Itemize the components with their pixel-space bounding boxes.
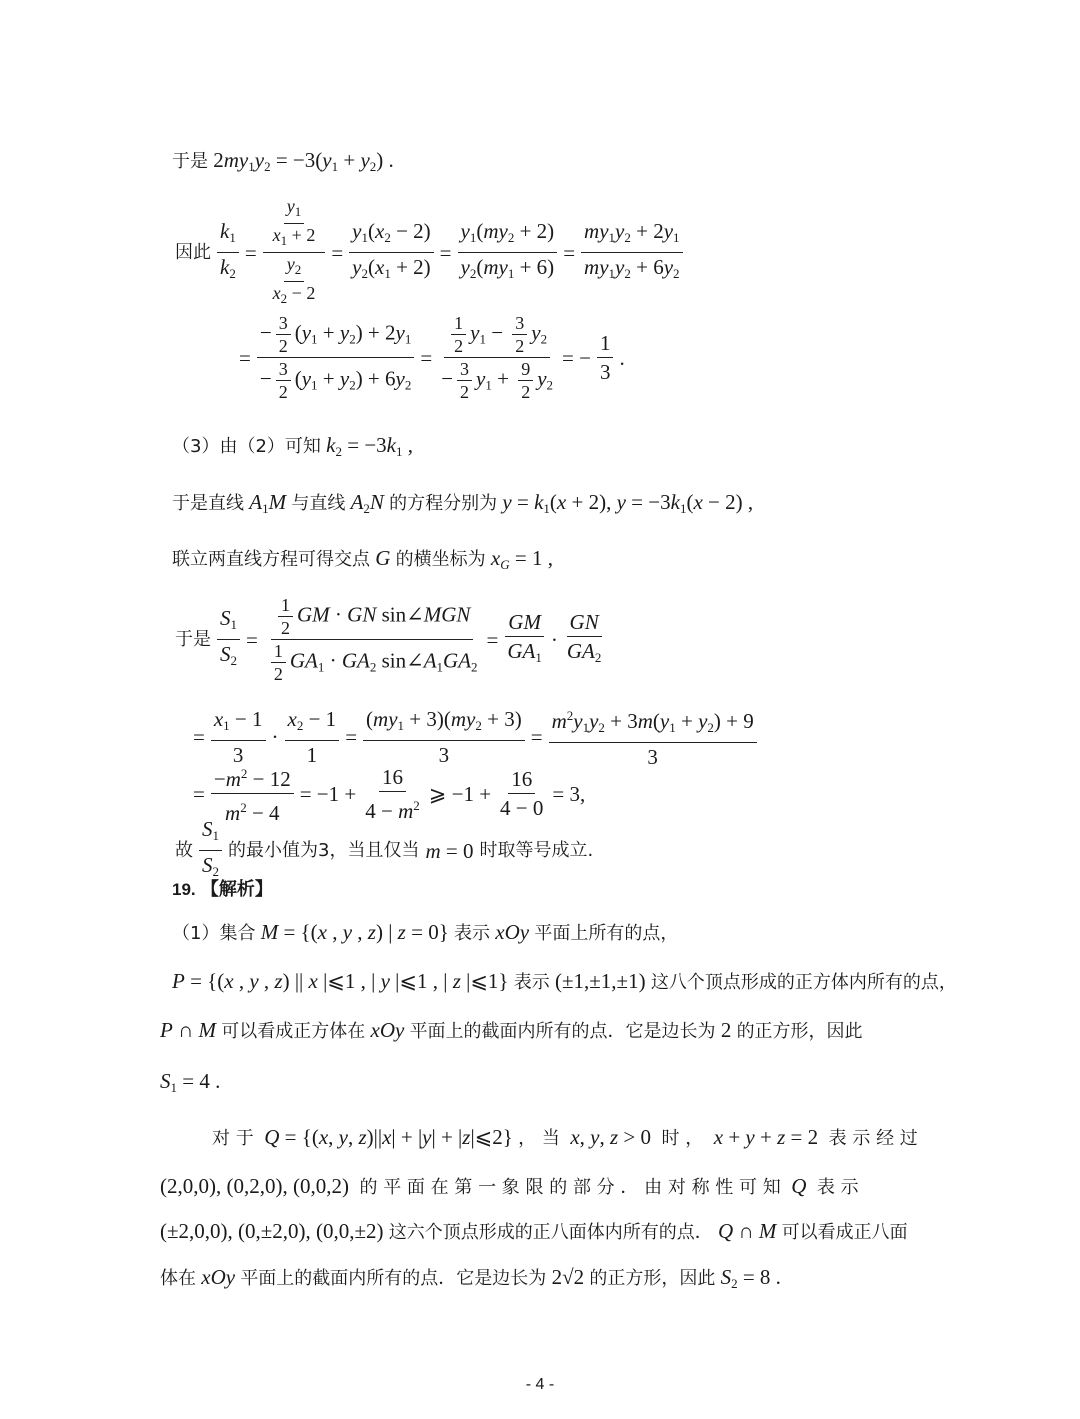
fraction-2: $\frac{y_1(x_2 - 2)}{y_2(x_1 + 2)}$ <box>349 217 434 288</box>
s-ratio-2: $\frac{S_1}{S_2}$ <box>199 815 222 886</box>
para-6-end: 表 示 <box>816 1177 859 1198</box>
line-3: = − $\frac{3}{2}$ $(y_1 + y_2) + 2y_1$ − $\frac{3}{2}$ $(y_1 + y_2) + 6y_2$ = $\frac{1}{2}$ $y_1$ − $\frac{3}{2}$ $y_2$ − $\frac{3}{2}$ $y_1$ + $\frac{9}{2}$ $y_2$ = − $\frac{1}{3}$ . <box>239 313 625 402</box>
section-number: 19. <box>172 880 196 899</box>
para-3: P ∩ M 可以看成正方体在 xOy 平面上的截面内所有的点．它是边长为 2 的正方形，因此 <box>160 1018 863 1042</box>
para-1: （1）集合 M = {(x , y , z) | z = 0} 表示 xOy 平面上所有的点， <box>172 920 679 944</box>
para-5-mid2: 时 ， <box>661 1128 704 1149</box>
para-2: P = {(x , y , z) || x |⩽1 , | y |⩽1 , | z |⩽1} 表示 (±1,±1,±1) 这八个顶点形成的正方体内所有的点， <box>172 969 957 993</box>
fraction-m: $\frac{-m^2 - 12}{m^2 - 4}$ <box>211 760 294 827</box>
line-10-text: 的最小值为3，当且仅当 <box>228 839 420 861</box>
para-3-text: 可以看成正方体在 <box>221 1021 366 1042</box>
para-8-mid: 平面上的截面内所有的点．它是边长为 <box>240 1268 547 1289</box>
fraction-m2: $\frac{m^2y_1y_2 + 3m(y_1 + y_2) + 9}{3}$ <box>549 702 757 771</box>
line-9: = $\frac{-m^2 - 12}{m^2 - 4}$ = −1 + $\frac{16}{4 - m^2}$ ⩾ −1 + $\frac{16}{4 - 0}$ = 3, <box>190 760 588 827</box>
line-7-prefix: 于是 <box>175 628 211 650</box>
s-ratio: $\frac{S_1}{S_2}$ <box>217 604 240 675</box>
area-fraction: $\frac{1}{2}$ GM · GN sin∠MGN $\frac{1}{2}$ $GA_1 \cdot GA_2$ $\sin\angle A_1GA_2$ <box>264 594 481 685</box>
para-6-text: 的 平 面 在 第 一 象 限 的 部 分 ． 由 对 称 性 可 知 <box>359 1177 781 1198</box>
section-19-header <box>172 873 273 905</box>
fraction-3: $\frac{y_1(my_2 + 2)}{y_2(my_1 + 6)}$ <box>458 217 558 288</box>
fraction-result: $\frac{1}{3}$ <box>597 329 614 386</box>
line-2-prefix: 因此 <box>175 241 211 263</box>
fraction-16a: $\frac{16}{4 - m^2}$ <box>365 764 420 823</box>
page-number: - 4 - <box>525 1376 555 1393</box>
line-6: 联立两直线方程可得交点 G 的横坐标为 $x_G = 1$ , <box>172 546 553 572</box>
para-1-prefix: （1）集合 <box>172 923 256 944</box>
fraction-6: $\frac{1}{2}$ $y_1$ − $\frac{3}{2}$ $y_2$ − $\frac{3}{2}$ $y_1$ + $\frac{9}{2}$ $y_2$ <box>441 313 554 402</box>
para-5: 对 于 Q = {(x, y, z)||x| + |y| + |z|⩽2} ， 当 x, y, z > 0 时 ， x + y + z = 2 表 示 经 过 <box>212 1125 918 1149</box>
line-10: 故 $\frac{S_1}{S_2}$ 的最小值为3，当且仅当 m = 0 时取等号成立. <box>172 815 596 886</box>
fraction-16b: $\frac{16}{4 - 0}$ <box>500 767 544 820</box>
line-1-formula: $2my_1y_2 = -3(y_1 + y_2)$ . <box>213 148 394 174</box>
fraction-x1: $\frac{x_1 - 1}{3}$ <box>211 705 266 769</box>
line-10-prefix: 故 <box>175 839 193 861</box>
line-5-prefix: 于是直线 <box>172 493 244 514</box>
line-5-formula: $y = k_1(x + 2)$, $y = -3k_1(x - 2)$ , <box>502 490 754 516</box>
para-6: (2,0,0), (0,2,0), (0,0,2) 的 平 面 在 第 一 象 限 的 部 分 ． 由 对 称 性 可 知 Q 表 示 <box>160 1174 859 1198</box>
section-label: 【解析】 <box>200 879 273 900</box>
line-4-formula: $k_2 = -3k_1$ , <box>326 433 413 459</box>
para-5-end: 表 示 经 过 <box>828 1128 918 1149</box>
line-6-text: 联立两直线方程可得交点 <box>172 549 370 570</box>
line-6-mid: 的横坐标为 <box>395 549 486 570</box>
para-5-prefix: 对 于 <box>212 1128 254 1149</box>
para-5-mid: ， 当 <box>518 1128 560 1149</box>
line-2: 因此 $\frac{k_1}{k_2}$ = $\frac{\frac{y_1}{x_1 + 2}}{\frac{y_2}{x_2 - 2}}$ = $\frac{y_1(x_2 - 2)}{y_2(x_1 + 2)}$ = $\frac{y_1(my_2 + 2)}{y_2(my_1 + 6)}$ = $\frac{my_1y_2 + 2y_1}{my_1y_2 + 6y_2}$ <box>172 195 686 310</box>
gn-ga2: $\frac{GN}{GA_2}$ <box>566 609 602 665</box>
line-4 <box>172 430 413 467</box>
gm-ga1: $\frac{GM}{GA_1}$ <box>504 608 545 672</box>
para-8-end: 的正方形，因此 <box>589 1268 716 1289</box>
compound-fraction: $\frac{\frac{y_1}{x_1 + 2}}{\frac{y_2}{x_2 - 2}}$ <box>263 195 326 310</box>
para-2-end: 这八个顶点形成的正方体内所有的点， <box>650 972 957 993</box>
line-1 <box>172 145 394 182</box>
para-2-text: 表示 <box>513 972 550 993</box>
fraction-4: $\frac{my_1y_2 + 2y_1}{my_1y_2 + 6y_2}$ <box>581 217 683 288</box>
line-5-mid2: 的方程分别为 <box>389 493 498 514</box>
line-4-prefix: （3）由（2）可知 <box>172 436 321 457</box>
para-7-end: 可以看成正八面 <box>781 1222 908 1243</box>
para-8-prefix: 体在 <box>160 1268 196 1289</box>
line-10-end: 时取等号成立. <box>479 839 594 861</box>
para-1-end: 平面上所有的点， <box>534 923 679 944</box>
para-8: 体在 xOy 平面上的截面内所有的点．它是边长为 2√2 的正方形，因此 $S_2 = 8$ . <box>160 1265 781 1291</box>
fraction-5: − $\frac{3}{2}$ $(y_1 + y_2) + 2y_1$ − $\frac{3}{2}$ $(y_1 + y_2) + 6y_2$ <box>257 312 415 403</box>
para-3-end: 的正方形，因此 <box>736 1021 863 1042</box>
line-8: = $\frac{x_1 - 1}{3}$ · $\frac{x_2 - 1}{1}$ = $\frac{(my_1 + 3)(my_2 + 3)}{3}$ = $\frac{m^2y_1y_2 + 3m(y_1 + y_2) + 9}{3}$ <box>190 702 760 771</box>
line-5-mid: 与直线 <box>291 493 346 514</box>
k-ratio: $\frac{k_1}{k_2}$ <box>217 217 239 288</box>
line-7: 于是 $\frac{S_1}{S_2}$ = $\frac{1}{2}$ GM · GN sin∠MGN $\frac{1}{2}$ $GA_1 \cdot GA_2$ $\sin\angle A_1GA_2$ = $\frac{GM}{GA_1}$ · $\frac{GN}{GA_2}$ <box>172 594 607 685</box>
line-5: 于是直线 $A_1M$ 与直线 $A_2N$ 的方程分别为 $y = k_1(x + 2)$, $y = -3k_1(x - 2)$ , <box>172 490 754 516</box>
para-1-text: 表示 <box>454 923 491 944</box>
fraction-my: $\frac{(my_1 + 3)(my_2 + 3)}{3}$ <box>363 705 525 769</box>
para-7: (±2,0,0), (0,±2,0), (0,0,±2) 这六个顶点形成的正八面体内所有的点． Q ∩ M 可以看成正八面 <box>160 1219 908 1243</box>
para-4: $S_1 = 4$ . <box>160 1069 221 1095</box>
para-7-text: 这六个顶点形成的正八面体内所有的点． <box>388 1222 713 1243</box>
fraction-x2: $\frac{x_2 - 1}{1}$ <box>285 705 340 769</box>
para-3-mid: 平面上的截面内所有的点．它是边长为 <box>409 1021 716 1042</box>
line-1-prefix: 于是 <box>172 151 208 172</box>
